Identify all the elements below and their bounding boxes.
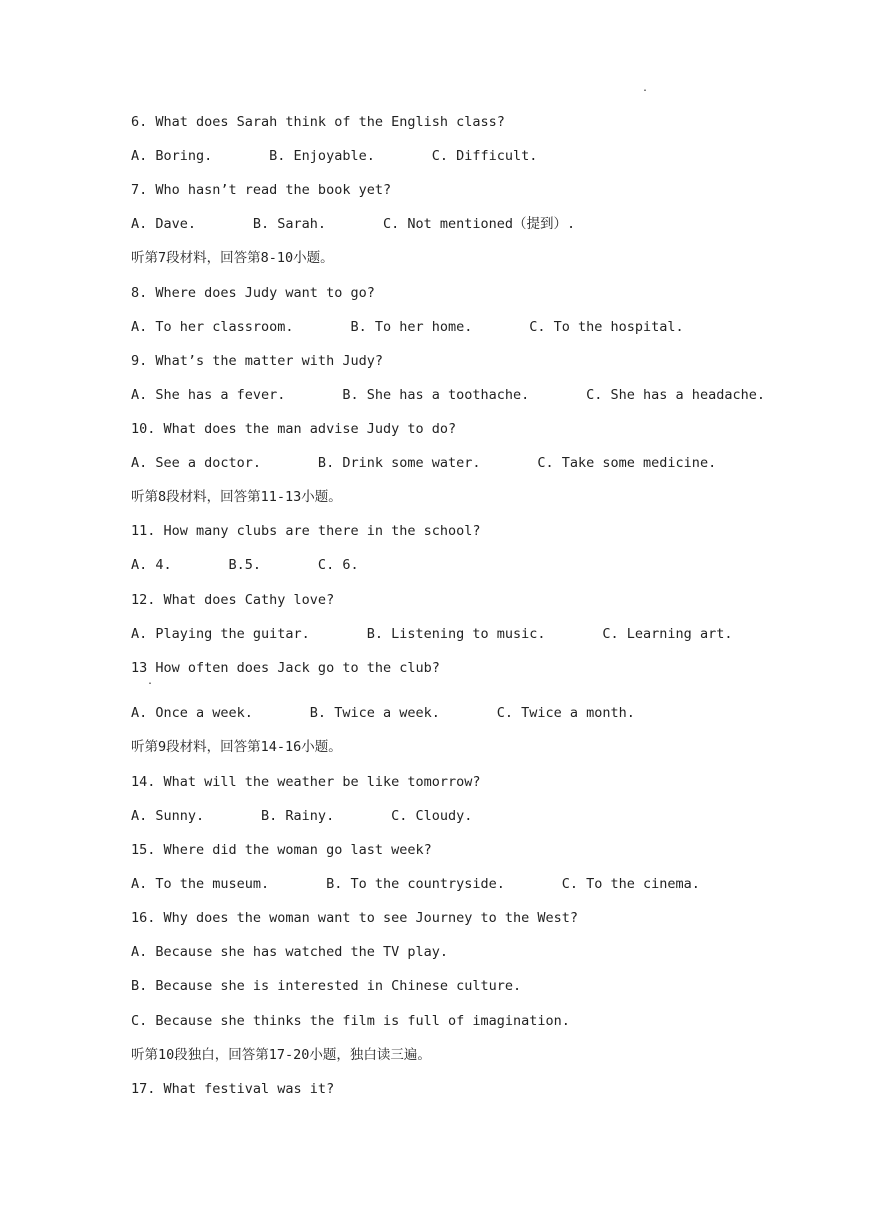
question-15: 15. Where did the woman go last week? — [131, 842, 432, 858]
question-9: 9. What’s the matter with Judy? — [131, 353, 383, 369]
question-17: 17. What festival was it? — [131, 1081, 335, 1097]
question-11: 11. How many clubs are there in the school? — [131, 523, 481, 539]
options-9: A. She has a fever. B. She has a toothache. C. She has a headache. — [131, 387, 765, 403]
section-instruction-9: 听第9段材料，回答第14-16小题。 — [131, 739, 342, 755]
question-14: 14. What will the weather be like tomorrow? — [131, 774, 481, 790]
section-instruction-8: 听第8段材料，回答第11-13小题。 — [131, 489, 342, 505]
options-8: A. To her classroom. B. To her home. C. To the hospital. — [131, 319, 684, 335]
options-10: A. See a doctor. B. Drink some water. C. Take some medicine. — [131, 455, 717, 471]
q13-dot-mark: . — [147, 676, 154, 687]
option-16-c: C. Because she thinks the film is full of imagination. — [131, 1013, 570, 1029]
option-16-a: A. Because she has watched the TV play. — [131, 944, 448, 960]
options-15: A. To the museum. B. To the countryside. C. To the cinema. — [131, 876, 700, 892]
options-14: A. Sunny. B. Rainy. C. Cloudy. — [131, 808, 473, 824]
question-6: 6. What does Sarah think of the English class? — [131, 114, 505, 130]
question-7: 7. Who hasn’t read the book yet? — [131, 182, 392, 198]
section-instruction-10: 听第10段独白，回答第17-20小题，独白读三遍。 — [131, 1047, 431, 1063]
question-12: 12. What does Cathy love? — [131, 592, 335, 608]
options-11: A. 4. B.5. C. 6. — [131, 557, 359, 573]
question-10: 10. What does the man advise Judy to do? — [131, 421, 457, 437]
question-16: 16. Why does the woman want to see Journey to the West? — [131, 910, 579, 926]
options-7: A. Dave. B. Sarah. C. Not mentioned（提到）. — [131, 216, 576, 232]
question-13: 13 How often does Jack go to the club? — [131, 660, 440, 676]
options-12: A. Playing the guitar. B. Listening to music. C. Learning art. — [131, 626, 733, 642]
section-instruction-7: 听第7段材料，回答第8-10小题。 — [131, 250, 334, 266]
options-6: A. Boring. B. Enjoyable. C. Difficult. — [131, 148, 538, 164]
top-dot-mark: . — [642, 83, 649, 94]
options-13: A. Once a week. B. Twice a week. C. Twice a month. — [131, 705, 635, 721]
question-8: 8. Where does Judy want to go? — [131, 285, 375, 301]
option-16-b: B. Because she is interested in Chinese culture. — [131, 978, 522, 994]
